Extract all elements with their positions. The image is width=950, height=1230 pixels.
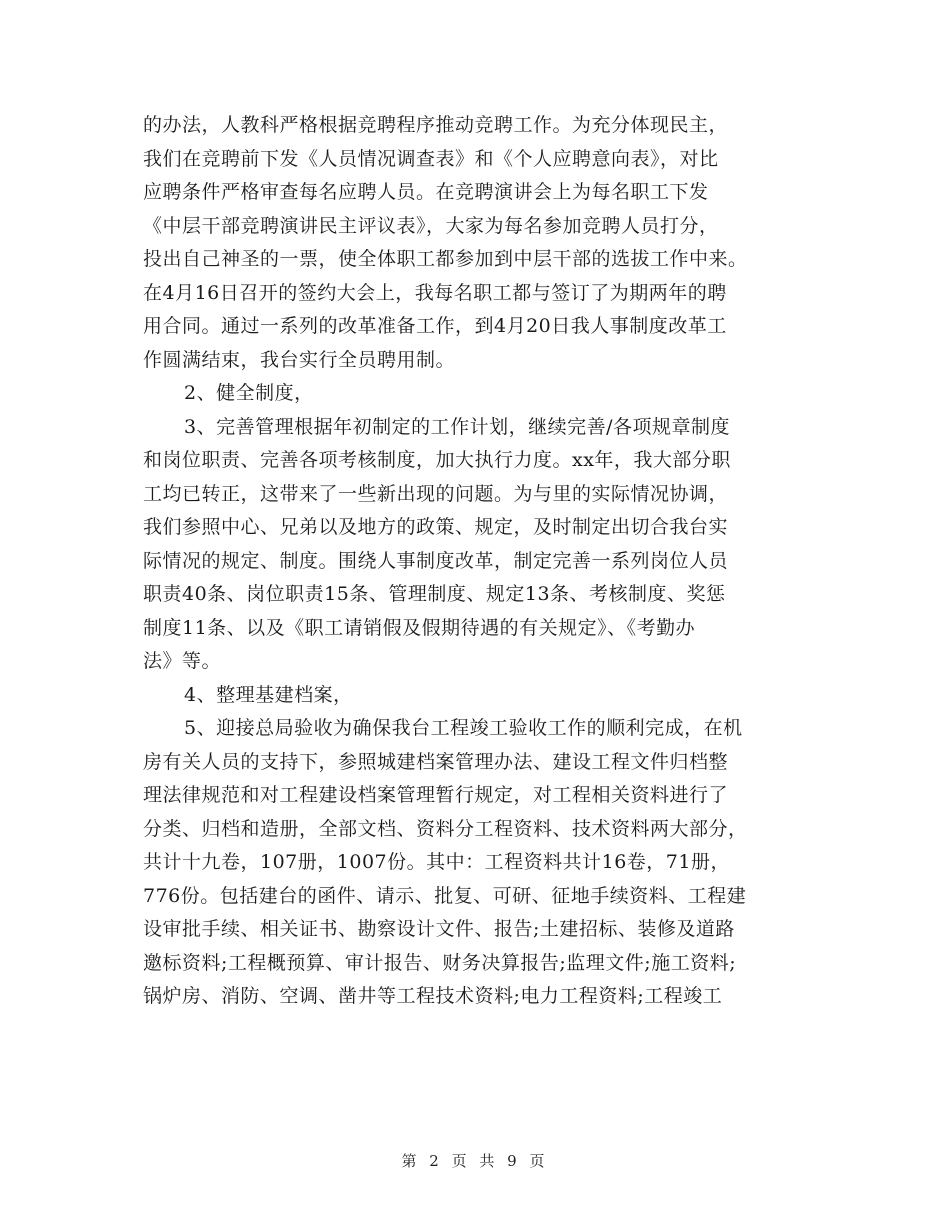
- text-line: 设审批手续、相关证书、勘察设计文件、报告;土建招标、装修及道路: [143, 918, 735, 940]
- text-line: 3、完善管理根据年初制定的工作计划，继续完善/各项规章制度: [184, 415, 730, 438]
- text-line: 职责40条、岗位职责15条、管理制度、规定13条、考核制度、奖惩: [143, 583, 726, 605]
- text-line: 理法律规范和对工程建设档案管理暂行规定，对工程相关资料进行了: [143, 784, 729, 806]
- text-line: 际情况的规定、制度。围绕人事制度改革，制定完善一系列岗位人员: [143, 549, 729, 572]
- text-line: 作圆满结束，我台实行全员聘用制。: [143, 348, 456, 371]
- text-line: 投出自己神圣的一票，使全体职工都参加到中层干部的选拔工作中来。: [143, 248, 748, 270]
- text-line: 我们参照中心、兄弟以及地方的政策、规定，及时制定出切合我台实: [143, 516, 729, 538]
- text-line: 邀标资料;工程概预算、审计报告、财务决算报告;监理文件;施工资料;: [143, 951, 737, 974]
- text-line: 的办法，人教科严格根据竞聘程序推动竞聘工作。为充分体现民主，: [143, 114, 729, 136]
- document-body: [143, 109, 813, 1014]
- text-line: 在4月16日召开的签约大会上，我每名职工都与签订了为期两年的聘: [143, 281, 727, 304]
- text-line: 应聘条件严格审查每名应聘人员。在竞聘演讲会上为每名职工下发: [143, 181, 709, 203]
- text-line: 法》等。: [143, 650, 222, 672]
- text-line: 用合同。通过一系列的改革准备工作，到4月20日我人事制度改革工: [143, 315, 727, 337]
- text-line: 锅炉房、消防、空调、凿井等工程技术资料;电力工程资料;工程竣工: [143, 985, 723, 1007]
- text-line: 5、迎接总局验收为确保我台工程竣工验收工作的顺利完成，在机: [184, 717, 743, 739]
- text-line: 我们在竞聘前下发《人员情况调查表》和《个人应聘意向表》，对比: [143, 147, 719, 170]
- text-line: 共计十九卷，107册，1007份。其中：工程资料共计16卷，71册，: [143, 851, 730, 873]
- text-line: 《中层干部竞聘演讲民主评议表》，大家为每名参加竞聘人员打分，: [143, 214, 719, 237]
- text-line: 和岗位职责、完善各项考核制度，加大执行力度。xx年，我大部分职: [143, 449, 731, 471]
- text-line: 776份。包括建台的函件、请示、批复、可研、征地手续资料、工程建: [143, 884, 747, 907]
- text-line: 4、整理基建档案，: [184, 683, 353, 706]
- page-number-footer: 第 2 页 共 9 页: [401, 1152, 549, 1170]
- text-line: 房有关人员的支持下，参照城建档案管理办法、建设工程文件归档整: [143, 750, 729, 773]
- text-line: 制度11条、以及《职工请销假及假期待遇的有关规定》、《考勤办: [143, 616, 696, 639]
- text-line: 工均已转正，这带来了一些新出现的问题。为与里的实际情况协调，: [143, 482, 729, 505]
- text-line: 2、健全制度，: [184, 382, 314, 404]
- text-line: 分类、归档和造册，全部文档、资料分工程资料、技术资料两大部分，: [143, 817, 748, 840]
